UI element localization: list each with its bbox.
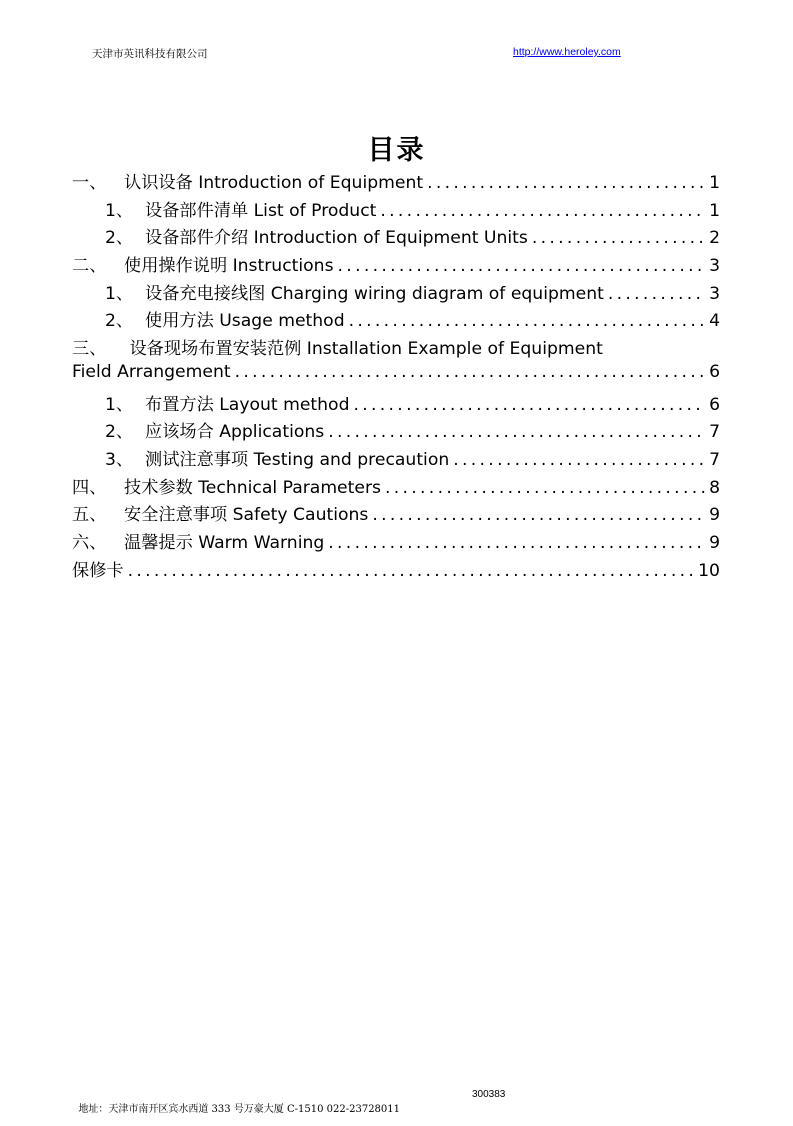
toc-text: 设备部件介绍 Introduction of Equipment Units: [145, 228, 528, 249]
toc-number: 四、: [72, 477, 107, 498]
footer-address: 地址：天津市南开区宾水西道 333 号万豪大厦 C-1510 022-23728011: [78, 1104, 401, 1115]
toc-entry-5[interactable]: [72, 500, 720, 528]
table-of-contents: [72, 168, 720, 583]
header-url-link[interactable]: http://www.heroley.com: [513, 46, 621, 58]
toc-number: 五、: [72, 505, 107, 526]
toc-entry-4[interactable]: [72, 473, 720, 501]
toc-leader: [427, 173, 705, 193]
toc-text: 安全注意事项 Safety Cautions: [124, 505, 369, 526]
toc-entry-3[interactable]: [72, 334, 720, 362]
toc-page: 2: [709, 228, 720, 249]
toc-text: 设备充电接线图 Charging wiring diagram of equipment: [145, 283, 604, 304]
toc-leader: [453, 450, 705, 470]
footer-postal-code: 300383: [472, 1089, 506, 1100]
toc-entry-6[interactable]: [72, 528, 720, 556]
toc-page: 3: [709, 256, 720, 277]
toc-page: 10: [698, 560, 720, 581]
toc-text: 使用方法 Usage method: [145, 311, 345, 332]
toc-leader: [532, 228, 705, 248]
toc-text: 技术参数 Technical Parameters: [124, 477, 381, 498]
toc-leader: [338, 256, 706, 276]
toc-page: 7: [709, 449, 720, 470]
toc-leader: [385, 478, 705, 498]
toc-number: 六、: [72, 532, 107, 553]
toc-number: 2、: [105, 228, 134, 249]
toc-page: 3: [709, 283, 720, 304]
toc-number: 1、: [105, 200, 134, 221]
toc-page: 8: [709, 477, 720, 498]
toc-number: 1、: [105, 283, 134, 304]
toc-leader: [380, 201, 705, 221]
toc-text: 使用操作说明 Instructions: [124, 256, 334, 277]
toc-leader: [372, 505, 705, 525]
toc-text: 设备部件清单 List of Product: [145, 200, 377, 221]
toc-page: 1: [709, 200, 720, 221]
footer: [72, 1089, 506, 1126]
toc-entry-1-1[interactable]: [72, 196, 720, 224]
toc-entry-3-continued[interactable]: [72, 362, 720, 390]
toc-page: 9: [709, 532, 720, 553]
header-company: 天津市英讯科技有限公司: [92, 48, 208, 60]
toc-entry-1[interactable]: [72, 168, 720, 196]
toc-entry-3-2[interactable]: [72, 417, 720, 445]
toc-text: 设备现场布置安装范例 Installation Example of Equipment: [129, 339, 603, 360]
toc-leader: [328, 533, 705, 553]
toc-number: 二、: [72, 256, 107, 277]
toc-leader: [353, 395, 705, 415]
toc-page: 9: [709, 505, 720, 526]
toc-entry-3-3[interactable]: [72, 445, 720, 473]
toc-entry-2-2[interactable]: [72, 306, 720, 334]
toc-number: 一、: [72, 173, 107, 193]
toc-page: 4: [709, 311, 720, 332]
toc-page: 6: [709, 361, 720, 382]
toc-page: 1: [709, 173, 720, 193]
toc-number: 三、: [72, 339, 107, 360]
toc-text: 应该场合 Applications: [145, 422, 325, 443]
toc-leader: [328, 422, 705, 442]
toc-text: 保修卡: [72, 560, 124, 581]
toc-page: 6: [709, 394, 720, 415]
toc-number: 1、: [105, 394, 134, 415]
toc-leader: [128, 561, 695, 581]
toc-text: 温馨提示 Warm Warning: [124, 532, 325, 553]
toc-number: 2、: [105, 311, 134, 332]
page-title: 目录: [367, 135, 426, 166]
toc-leader: [608, 284, 705, 304]
toc-page: 7: [709, 422, 720, 443]
toc-number: 3、: [105, 449, 134, 470]
toc-entry-warranty-card[interactable]: [72, 556, 720, 584]
toc-entry-2[interactable]: [72, 251, 720, 279]
toc-text: 认识设备 Introduction of Equipment: [124, 173, 424, 193]
toc-text: 测试注意事项 Testing and precaution: [145, 449, 450, 470]
toc-text: 布置方法 Layout method: [145, 394, 350, 415]
toc-entry-1-2[interactable]: [72, 223, 720, 251]
toc-entry-2-1[interactable]: [72, 279, 720, 307]
toc-leader: [349, 311, 705, 331]
toc-entry-3-1[interactable]: [72, 390, 720, 418]
toc-text-continued: Field Arrangement: [72, 361, 231, 382]
toc-number: 2、: [105, 422, 134, 443]
toc-leader: [235, 362, 705, 382]
